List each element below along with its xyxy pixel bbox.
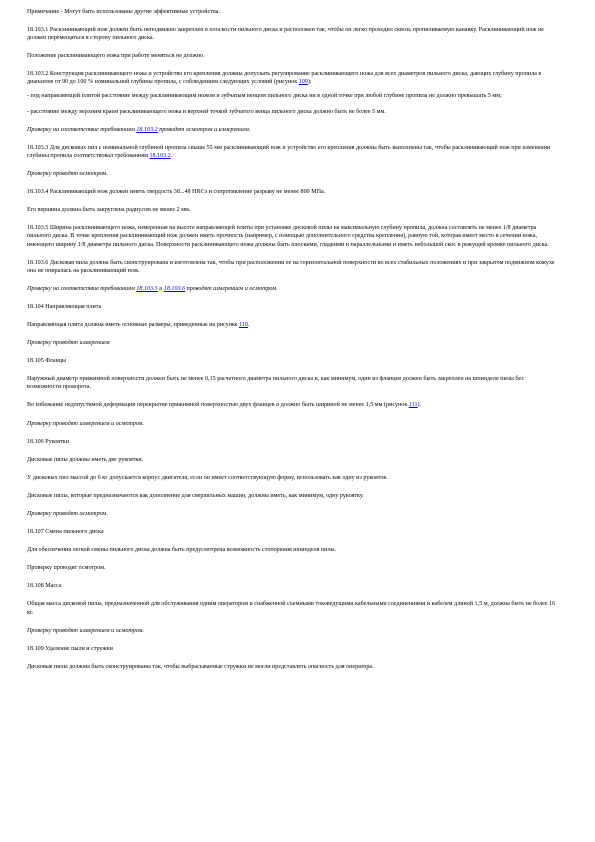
cross-reference-link[interactable]: 111 xyxy=(408,402,418,409)
section-heading-18-108 xyxy=(27,582,559,590)
text-run: проводят измерением и осмотром. xyxy=(185,285,278,292)
cross-reference-link[interactable]: 18.103.2 xyxy=(149,152,171,159)
cross-reference-link[interactable]: 109 xyxy=(298,79,308,86)
text-run: должно быть шириной не менее 1,5 мм (рисунок xyxy=(279,402,409,409)
text-run: - расстояние между верхним краем расклинивающего ножа и верхней точкой зубчатого венца пильного диска должно быть не более 5 мм. xyxy=(27,108,386,115)
clause-18-105 xyxy=(27,375,559,391)
text-run: Дисковые пилы, которые предназначаются как дополнение для сверлильных машин, должны иметь, как минимум, одну рукоятку. xyxy=(27,492,364,499)
section-heading-18-106 xyxy=(27,438,559,446)
text-run: Проверку проводят осмотром. xyxy=(27,171,108,178)
text-run: Общая масса дисковой пилы, предназначенной для обслуживания одним оператором и снабженной съемными токоведущими кабельными соединениями и кабелем длиной 1,5 м, должна быть не более 16 кг. xyxy=(27,601,556,616)
note-paragraph xyxy=(27,8,559,16)
clause-18-106-continuation-2 xyxy=(27,492,559,500)
text-run: Проверку проводят измерением и осмотром. xyxy=(27,627,145,634)
clause-18-103-4 xyxy=(27,188,559,196)
text-run: Проверку проводят измерением и осмотром. xyxy=(27,420,145,427)
text-run: . xyxy=(247,321,250,328)
clause-18-106 xyxy=(27,456,559,464)
text-run: Дисковые пилы должны быть сконструированы так, чтобы выбрасываемые стружки не могли представлять опасность для оператора. xyxy=(27,663,374,670)
text-run: 18.103.2 Конструкция расклинивающего ножа и устройство его крепления должны допускать регулирование расклинивающего ножа для всех диаметров пильного диска, дающих глубину пропила в диапазоне от 90 до 100 % номинальной глубины пропила, с соблюдением следующих условий (рисунок xyxy=(27,71,542,86)
condition-bullet-1 xyxy=(27,92,559,100)
text-run: 18.109 Удаление пыли и стружки xyxy=(27,645,113,652)
clause-18-103-4-continuation xyxy=(27,206,559,214)
text-run: Проверку на соответствие требованиям xyxy=(27,285,137,292)
text-run: 18.103.3 Для дисковых пил с номинальной глубиной пропила свыше 55 мм расклинивающий нож и устройство его крепления должны быть выполнены так, чтобы расклинивающий нож при изменении глубины пропила соответствовал требованиям xyxy=(27,144,551,159)
text-run: . xyxy=(170,152,173,159)
clause-18-103-2 xyxy=(27,70,559,86)
text-run: Проверку проводят измерением xyxy=(27,340,110,347)
clause-18-103-1-continuation xyxy=(27,52,559,60)
cross-reference-link[interactable]: 18.103.6 xyxy=(163,285,186,292)
clause-18-103-3 xyxy=(27,144,559,160)
text-run: 18.103.1 Расклинивающий нож должен быть неподвижно закреплен в плоскости пильного диска и расположен так, чтобы он легко проходил сквозь пропиливаемую канавку. Расклинивающий нож не должен перемещаться в сторону пильного диска. xyxy=(27,27,544,42)
clause-18-109 xyxy=(27,663,559,671)
section-heading-18-105 xyxy=(27,357,559,365)
condition-bullet-2 xyxy=(27,108,559,116)
text-run: Для обеспечения легкой смены пильного диска должна быть предусмотрена возможность стопорения шпинделя пилы. xyxy=(27,547,337,554)
text-run: 18.104 Направляющая плита xyxy=(27,303,102,310)
check-note-3 xyxy=(27,285,559,293)
check-note-1 xyxy=(27,126,559,134)
text-run: Положение расклинивающего ножа при работе меняться не должно. xyxy=(27,53,205,60)
check-note-8 xyxy=(27,627,559,635)
clause-18-107 xyxy=(27,546,559,554)
text-run: Проверку на соответствие требованиям xyxy=(27,126,137,133)
cross-reference-link[interactable]: 18.103.2 xyxy=(136,126,158,133)
check-note-4 xyxy=(27,339,559,347)
text-run: Проверку проводят осмотром. xyxy=(27,565,106,572)
text-run: 18.103.4 Расклинивающий нож должен иметь твердость 38...48 HRCэ и сопротивление разрыву не менее 800 МПа. xyxy=(27,189,326,196)
text-run: Направляющая плита должна иметь основные размеры, приведенные на рисунке xyxy=(27,321,240,328)
clause-18-103-1 xyxy=(27,26,559,42)
clause-18-105-continuation xyxy=(27,401,559,409)
check-note-6 xyxy=(27,510,559,518)
section-heading-18-107 xyxy=(27,528,559,536)
text-run: Во избежание недопустимой деформации перекрытие прижимной поверхностью двух фланцев xyxy=(27,402,277,409)
text-run: ). xyxy=(417,402,422,409)
text-run: и xyxy=(157,285,164,292)
text-run: 18.106 Рукоятки xyxy=(27,438,69,445)
clause-18-103-6 xyxy=(27,259,559,275)
text-run: Его вершина должна быть закруглена радиусом не менее 2 мм. xyxy=(27,207,191,214)
section-heading-18-109 xyxy=(27,645,559,653)
text-run: - под направляющей плитой расстояние между расклинивающим ножом и зубчатым венцом пильного диска ни в одной точке при любой глубине пропила не должно превышать 5 мм; xyxy=(27,92,502,99)
check-note-2 xyxy=(27,170,559,178)
text-run: Проверку проводят осмотром. xyxy=(27,511,108,517)
text-run: Примечание - Могут быть использованы другие эффективные устройства. xyxy=(27,9,220,15)
text-run: 18.108 Масса xyxy=(27,583,62,590)
clause-18-104 xyxy=(27,321,559,329)
text-run: 18.103.6 Дисковая пила должна быть сконструирована и изготовлена так, чтобы при расположении ее на горизонтальной поверхности во всех стабильных положениях и при закрытом подвижном кожухе она не опиралась на расклинивающий нож. xyxy=(27,259,555,274)
text-run: a xyxy=(276,402,280,409)
clause-18-106-continuation-1 xyxy=(27,474,559,482)
text-run: 18.107 Смена пильного диска xyxy=(27,529,104,536)
check-note-7 xyxy=(27,564,559,572)
text-run: Дисковые пилы должны иметь две рукоятки. xyxy=(27,456,144,463)
text-run: У дисковых пил массой до 6 кг допускается корпус двигателя, если он имеет соответствующую форму, использовать как одну из рукояток. xyxy=(27,474,388,481)
text-run: 18.103.5 Ширина расклинивающего ножа, измеренная на высоте направляющей плиты при установке дисковой пилы на максимальную глубину пропила, должна составлять не менее 1/8 диаметра пильного диска. В точке крепления расклинивающий нож должен иметь прочность (например, с помощью дополнительного средства крепления), равную той, которая имеет место в сечении ножа, имеющего ширину 1/8 диаметра пильного диска. Поверхности расклинивающего ножа должны быть плоскими, гладкими и параллельными и иметь небольшой скос в режущей кромке пильного диска. xyxy=(27,225,549,248)
cross-reference-link[interactable]: 18.103.5 xyxy=(136,285,158,292)
cross-reference-link[interactable]: 110 xyxy=(239,321,248,328)
text-run: ): xyxy=(307,79,312,86)
clause-18-108 xyxy=(27,600,559,616)
check-note-5 xyxy=(27,420,559,428)
text-run: проводят осмотром и измерением. xyxy=(157,126,251,133)
text-run: Наружный диаметр прижимной поверхности должен быть не менее 0,15 расчетного диаметра пильного диска и, как минимум, один из фланцев должен быть закреплен на шпинделе пилы без возможности проворота. xyxy=(27,376,524,391)
text-run: 18.105 Фланцы xyxy=(27,358,67,365)
clause-18-103-5 xyxy=(27,224,559,248)
section-heading-18-104 xyxy=(27,303,559,311)
